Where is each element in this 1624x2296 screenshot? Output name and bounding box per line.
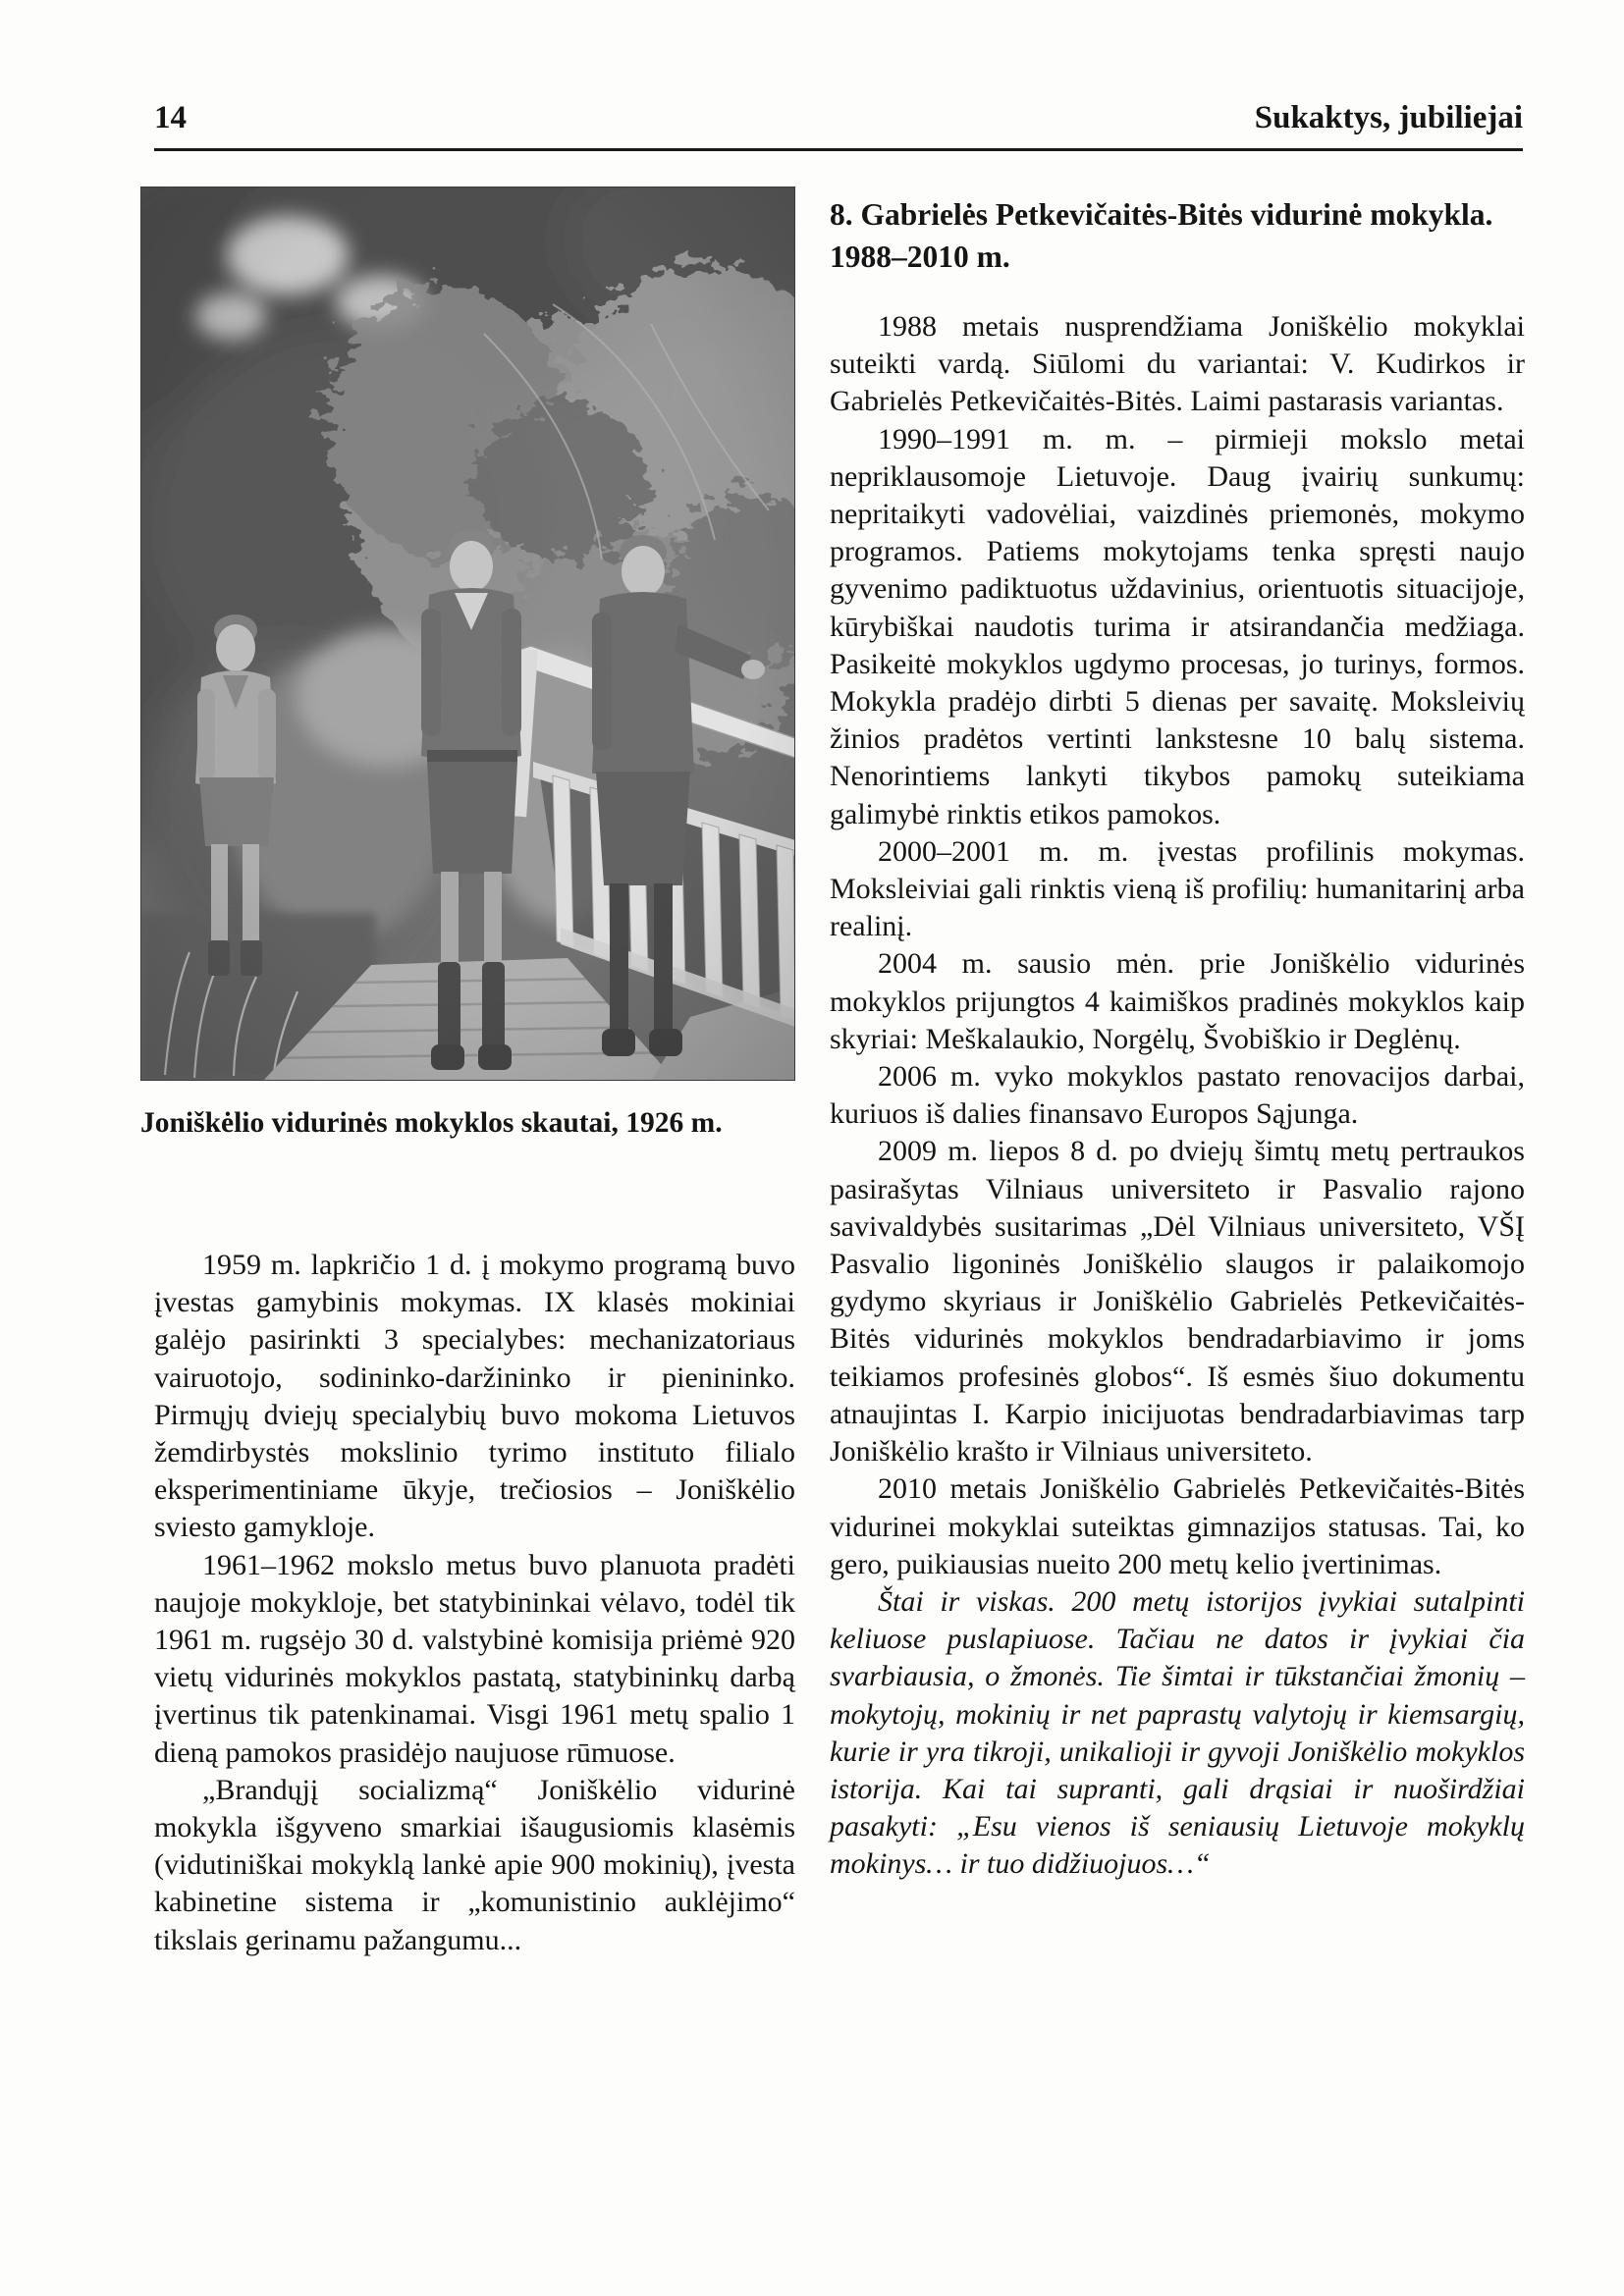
scouts-photo: [140, 187, 795, 1081]
paragraph-left-1: 1959 m. lapkričio 1 d. į mokymo programą buvo įvestas gamybinis mokymas. IX klasės mokiniai galėjo pasirinkti 3 specialybes: mechanizatoriaus vairuotojo, sodininko-daržininko ir pienininko. Pirmųjų dviejų specialybių buvo mokoma Lietuvos žemdirbystės mokslinio tyrimo instituto filialo eksperimentiniame ūkyje, trečiosios – Joniškėlio sviesto gamykloje.: [154, 1249, 795, 1544]
section-heading-line-1: 8. Gabrielės Petkevičaitės-Bitės vidurinė mokykla.: [830, 197, 1493, 232]
page-number: 14: [154, 100, 187, 135]
section-heading: [830, 193, 1525, 278]
scouts-photo-image: [140, 187, 795, 1081]
header-rule: [154, 148, 1523, 151]
page-header: [154, 102, 1523, 134]
paragraph-right-2: 1990–1991 m. m. – pirmieji mokslo metai nepriklausomoje Lietuvoje. Daug įvairių sunkumų: nepritaikyti vadovėliai, vaizdinės priemonės, mokymo programos. Patiems mokytojams tenka spręsti naujo gyvenimo padiktuotus uždavinius, orientuotis situacijoje, kūrybiškai naudotis turima ir atsirandančia medžiaga. Pasikeitė mokyklos ugdymo procesas, jo turinys, formos. Mokykla pradėjo dirbti 5 dienas per savaitę. Moksleivių žinios pradėtos vertinti lankstesne 10 balų sistema. Nenorintiems lankyti tikybos pamokų suteikiama galimybė rinktis etikos pamokos.: [830, 422, 1525, 830]
paragraph-right-3: 2000–2001 m. m. įvestas profilinis mokymas. Moksleiviai gali rinktis vieną iš profilių: humanitarinį arba realinį.: [830, 834, 1525, 943]
closing-italic-paragraph: Štai ir viskas. 200 metų istorijos įvykiai sutalpinti keliuose puslapiuose. Tačiau ne datos ir įvykiai čia svarbiausia, o žmonės. Tie šimtai ir tūkstančiai žmonių – mokytojų, mokinių ir net paprastų valytojų ir kiemsargių, kurie ir yra tikroji, unikalioji ir gyvoji Joniškėlio mokyklos istorija. Kai tai supranti, gali drąsiai ir nuoširdžiai pasakyti: „Esu vienos iš seniausių Lietuvoje mokyklų mokinys… ir tuo didžiuojuos…“: [830, 1584, 1525, 1881]
running-title: Sukaktys, jubiliejai: [1254, 100, 1523, 135]
paragraph-right-7: 2010 metais Joniškėlio Gabrielės Petkevičaitės-Bitės vidurinei mokyklai suteiktas gimnazijos statusas. Tai, ko gero, puikiausias nueito 200 metų kelio įvertinimas.: [830, 1472, 1525, 1580]
paragraph-left-3: „Brandųjį socializmą“ Joniškėlio vidurinė mokykla išgyveno smarkiai išaugusiomis klasėmis (vidutiniškai mokyklą lankė apie 900 mokinių), įvesta kabinetine sistema ir „komunistinio auklėjimo“ tikslais gerinamu pažangumu...: [154, 1773, 795, 1956]
paragraph-right-4: 2004 m. sausio mėn. prie Joniškėlio vidurinės mokyklos prijungtos 4 kaimiškos pradinės mokyklos kaip skyriai: Meškalaukio, Norgėlų, Švobiškio ir Deglėnų.: [830, 947, 1525, 1055]
section-heading-line-2: 1988–2010 m.: [830, 240, 1010, 274]
right-column: [830, 193, 1525, 1884]
paragraph-left-2: 1961–1962 mokslo metus buvo planuota pradėti naujoje mokykloje, bet statybininkai vėlavo, todėl tik 1961 m. rugsėjo 30 d. valstybinė komisija priėmė 920 vietų vidurinės mokyklos pastatą, statybininkų darbą įvertinus tik patenkinamai. Visgi 1961 metų spalio 1 dieną pamokos prasidėjo naujuose rūmuose.: [154, 1548, 795, 1769]
paragraph-right-5: 2006 m. vyko mokyklos pastato renovacijos darbai, kuriuos iš dalies finansavo Europos Sąjunga.: [830, 1060, 1525, 1131]
photo-caption: Joniškėlio vidurinės mokyklos skautai, 1926 m.: [140, 1107, 723, 1139]
paragraph-right-6: 2009 m. liepos 8 d. po dviejų šimtų metų pertraukos pasirašytas Vilniaus universiteto ir Pasvalio rajono savivaldybės susitarimas „Dėl Vilniaus universiteto, VŠĮ Pasvalio ligoninės Joniškėlio slaugos ir palaikomojo gydymo skyriaus ir Joniškėlio Gabrielės Petkevičaitės-Bitės vidurinės mokyklos bendradarbiavimo ir joms teikiamos profesinės globos“. Iš esmės šiuo dokumentu atnaujintas I. Karpio inicijuotas bendradarbiavimas tarp Joniškėlio krašto ir Vilniaus universiteto.: [830, 1135, 1525, 1468]
left-column: [154, 1247, 795, 1959]
paragraph-right-1: 1988 metais nusprendžiama Joniškėlio mokyklai suteikti vardą. Siūlomi du variantai: V. Kudirkos ir Gabrielės Petkevičaitės-Bitės. Laimi pastarasis variantas.: [830, 310, 1525, 418]
